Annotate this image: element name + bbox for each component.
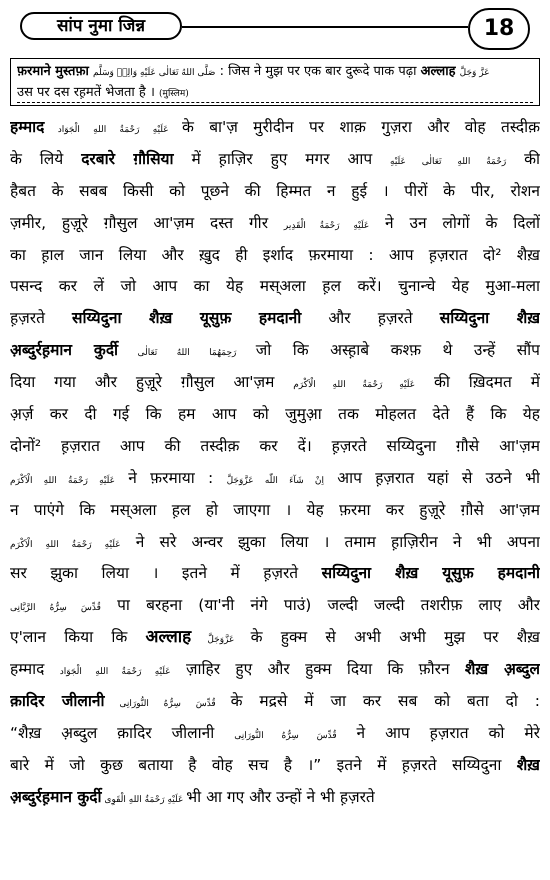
text-segment: सर झुका लिया । इतने में ह़ज़रते: [10, 564, 322, 583]
text-segment: भी आ गए और उन्हों ने भी ह़ज़रते: [186, 787, 375, 806]
text-line: [10, 654, 540, 686]
arabic-honorific: عَلَيْهِ رَحْمَةُ اللهِ الْاَكْرَم: [10, 475, 115, 486]
arabic-honorific: رَحْمَةُ اللهِ تَعَالٰی عَلَيْهِ: [390, 156, 507, 167]
text-segment: बारे में जो कुछ बताया है वोह सच है ।” इतने में ह़ज़रते सय्यिदुना: [10, 755, 517, 774]
arabic-honorific: رَحِمَهُمَا اللهُ تَعَالٰی: [118, 348, 256, 359]
text-segment: दोनों² ह़ज़रात आप की तस्दीक़ कर दें। ह़ज़रते सय्यिदुना ग़ौसे आ'ज़म: [10, 436, 540, 455]
text-line: [10, 590, 540, 622]
text-segment: आप ह़ज़रात यहां से उठने भी: [323, 468, 540, 487]
hadith-jalla: عَزَّ وَجَلَّ: [459, 68, 490, 78]
arabic-honorific: اِنْ شَآءَ اللّٰه عَزَّوَجَلَّ: [226, 475, 324, 486]
text-segment: की ख़िदमत में: [415, 373, 540, 392]
text-segment: ज़ाहिर हुए और हुक्म दिया कि फ़ौरन: [170, 660, 465, 679]
text-line: [10, 335, 540, 367]
text-segment: हैबत के सबब किसी को पूछने की हिम्मत न हुई । पीरों के पीर, रोशन: [10, 181, 540, 200]
arabic-honorific: عَلَيْهِ رَحْمَةُ الْقَدِير: [283, 220, 370, 231]
hadith-source: (मुस्लिम): [159, 89, 189, 99]
bold-name: सय्यिदुना शैख़: [439, 309, 540, 328]
text-segment: के लिये: [10, 149, 82, 168]
text-line: [10, 495, 540, 527]
arabic-honorific: عَلَيْهِ رَحْمَةُ اللهِ الْاَكْرَم: [293, 380, 416, 391]
text-segment: दिया गया और हुज़ूरे ग़ौसुल आ'ज़म: [10, 373, 294, 392]
bold-name: दरबारे ग़ौसिया: [81, 149, 174, 168]
text-segment: के हुक्म से अभी अभी मुझ पर शैख़: [250, 628, 540, 647]
arabic-honorific: قُدِّسَ سِرُّهُ الرَّبَّانِى: [10, 603, 101, 614]
text-line: [10, 240, 540, 272]
text-line: [10, 271, 540, 303]
text-segment: ज़मीर, हुज़ूरे ग़ौसुल आ'ज़म दस्त गीर: [10, 213, 284, 232]
hadith-allah: अल्लाह: [420, 64, 456, 79]
text-line: [10, 463, 540, 495]
hadith-text-1: : जिस ने मुझ पर एक बार दुरूदे पाक पढ़ा: [219, 64, 417, 79]
header-divider: [182, 26, 468, 28]
text-line: [10, 527, 540, 559]
text-line: [10, 367, 540, 399]
text-line: [10, 208, 540, 240]
text-segment: का ह़ाल जान लिया और ख़ुद ही इर्शाद फ़रमाया : आप ह़ज़रात दो² शैख़: [10, 245, 540, 264]
main-text: [10, 112, 540, 814]
arabic-honorific: قُدِّسَ سِرُّهُ النُّورَانِى: [234, 730, 337, 741]
text-line: [10, 303, 540, 335]
text-line: [10, 686, 540, 718]
text-segment: में ह़ाज़िर हुए मगर आप: [173, 149, 391, 168]
text-segment: पसन्द कर लें जो आप का येह मस्अला ह़ल करें। चुनान्चे येह मुआ-मला: [10, 277, 540, 296]
text-segment: हम्माद: [10, 660, 60, 679]
text-line: [10, 750, 540, 782]
bold-name: शैख़: [516, 755, 540, 774]
text-line: [10, 176, 540, 208]
text-segment: ने उन लोगों के दिलों: [369, 213, 540, 232]
arabic-honorific: عَلَيْهِ رَحْمَةُ اللهِ الْاَكْرَم: [10, 539, 121, 550]
text-line: [10, 782, 540, 814]
text-line: [10, 112, 540, 144]
text-segment: के मद्रसे में जा कर सब को बता दो :: [230, 692, 540, 711]
bold-name: शैख़ अ़ब्दुल: [464, 660, 540, 679]
text-segment: ए'लान किया कि: [10, 628, 146, 647]
book-title: सांप नुमा जिन्न: [20, 12, 182, 40]
hadith-label: फ़रमाने मुस्तफ़ा: [17, 64, 89, 79]
text-line: [10, 622, 540, 654]
text-segment: और ह़ज़रते: [301, 309, 440, 328]
text-segment: के बा'ज़ मुरीदीन पर शाक़ गुज़रा और वोह तस्दीक़: [181, 118, 540, 136]
text-segment: “शैख़ अ़ब्दुल क़ादिर जीलानी: [10, 723, 235, 742]
text-segment: की: [506, 149, 540, 168]
text-segment: पा बरहना (या'नी नंगे पाउं) जल्दी जल्दी तशरीफ़ लाए और: [100, 596, 540, 615]
bold-name: अ़ब्दुर्रह़मान कुर्दी: [10, 341, 119, 360]
hadith-text-2: उस पर दस रह़मतें भेजता है ।: [17, 85, 155, 100]
bold-name: सय्यिदुना शैख़ यूसुफ़ हमदानी: [321, 564, 540, 583]
arabic-honorific: عَلَيْهِ رَحْمَةُ اللهِ الْقَوِى: [101, 794, 187, 805]
text-segment: ने सरे अन्वर झुका लिया । तमाम ह़ाज़िरीन ने भी अपना: [120, 532, 540, 551]
hadith-honorific: صَلَّى اللهُ تَعَالٰى عَلَيْهِ وَالِهٖ وَسَلَّم: [93, 68, 216, 78]
arabic-honorific: عَلَيْهِ رَحْمَةُ اللهِ الْجَوَاد: [44, 125, 182, 135]
bold-name: हम्माद: [10, 118, 45, 136]
text-segment: ह़ज़रते: [10, 309, 73, 328]
text-segment: न पाएंगे कि मस्अला ह़ल हो जाएगा । येह फ़रमा कर हुज़ूरे ग़ौसे आ'ज़म: [10, 500, 540, 519]
text-line: [10, 431, 540, 463]
bold-name: क़ादिर जीलानी: [10, 692, 105, 711]
hadith-box: [10, 58, 540, 106]
page-number: 18: [468, 8, 530, 50]
text-line: [10, 718, 540, 750]
bold-name: सय्यिदुना शैख़ यूसुफ़ हमदानी: [72, 309, 302, 328]
text-segment: जो कि अस्ह़ाबे कश्फ़ थे उन्हें सौंप: [255, 341, 540, 360]
text-line: [10, 399, 540, 431]
text-line: [10, 144, 540, 176]
arabic-honorific: عَلَيْهِ رَحْمَةُ اللهِ الْجَوَاد: [59, 667, 171, 678]
page-header: [0, 0, 550, 52]
arabic-honorific: قُدِّسَ سِرُّهُ النُّورَانِى: [104, 699, 231, 710]
text-line: [10, 558, 540, 590]
bold-name: अ़ब्दुर्रह़मान कुर्दी: [10, 787, 102, 806]
text-segment: ने आप ह़ज़रात को मेरे: [336, 723, 540, 742]
text-segment: ने फ़रमाया :: [115, 468, 227, 487]
text-segment: अ़र्ज़ कर दी गई कि हम आप को जुमुआ़ तक मोहलत देते हैं कि येह: [10, 405, 540, 424]
text-segment: अल्लाह: [145, 627, 192, 648]
arabic-honorific: عَزَّوَجَلَّ: [191, 635, 251, 646]
